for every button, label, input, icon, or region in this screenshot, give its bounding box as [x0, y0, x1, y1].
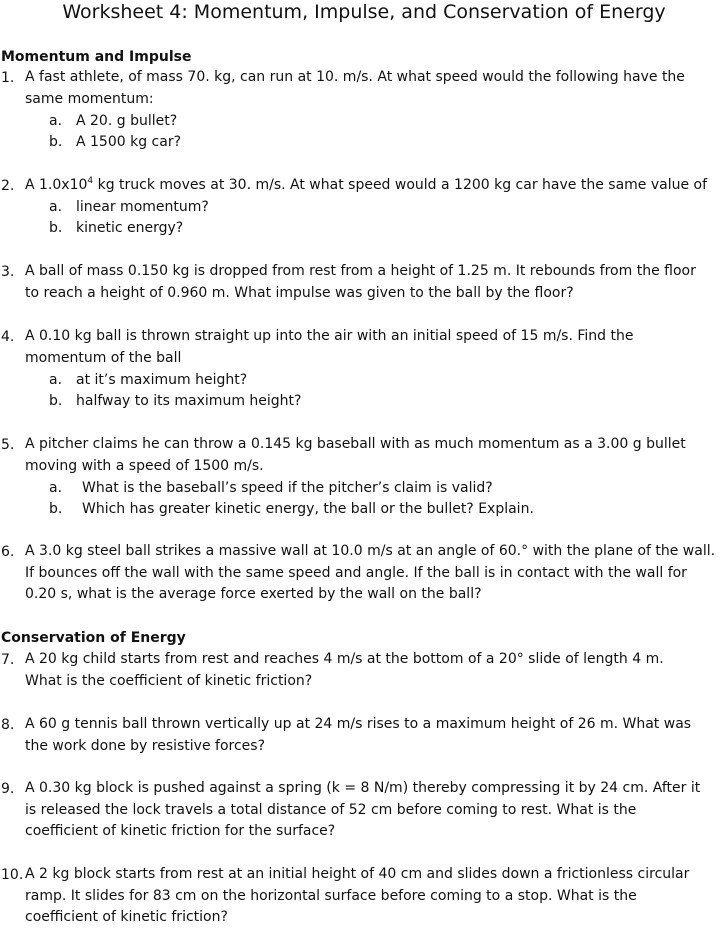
question-3-text: A ball of mass 0.150 kg is dropped from rest from a height of 1.25 m. It rebounds from the floor to reach a height of 0.960 m. What impulse was given to the ball by the floor?: [25, 263, 696, 301]
question-5b-letter: b.: [49, 501, 63, 517]
question-4a-text: at it’s maximum height?: [76, 372, 248, 388]
question-5b-text: Which has greater kinetic energy, the ball or the bullet? Explain.: [82, 501, 534, 517]
question-4-text: A 0.10 kg ball is thrown straight up into the air with an initial speed of 15 m/s. Find the momentum of the ball: [25, 328, 634, 366]
question-2a-letter: a.: [49, 199, 63, 215]
question-10-number: 10.: [1, 867, 24, 883]
question-9-number: 9.: [1, 781, 15, 797]
question-1b-text: A 1500 kg car?: [76, 134, 182, 150]
section-heading-energy: Conservation of Energy: [1, 630, 186, 646]
question-2-text: [25, 175, 727, 197]
question-2b-text: kinetic energy?: [76, 220, 184, 236]
question-9-text: A 0.30 kg block is pushed against a spring (k = 8 N/m) thereby compressing it by 24 cm. After it is released the lock travels a total distance of 52 cm before coming to rest. What is the coefficient of kinetic friction for the surface?: [25, 780, 701, 839]
worksheet-title: Worksheet 4: Momentum, Impulse, and Conservation of Energy: [62, 1, 666, 23]
question-2-exponent: 4: [87, 176, 94, 186]
question-2-text-post: kg truck moves at 30. m/s. At what speed would a 1200 kg car have the same value of: [93, 177, 708, 193]
question-5-number: 5.: [1, 437, 15, 453]
question-7-text: A 20 kg child starts from rest and reaches 4 m/s at the bottom of a 20° slide of length 4 m. What is the coefficient of kinetic friction?: [25, 651, 664, 689]
question-4b-text: halfway to its maximum height?: [76, 393, 302, 409]
question-2-text-pre: A 1.0x10: [25, 177, 88, 193]
question-2b-letter: b.: [49, 220, 63, 236]
question-4b-letter: b.: [49, 393, 63, 409]
question-1b-letter: b.: [49, 134, 63, 150]
question-4a-letter: a.: [49, 372, 63, 388]
question-1a-letter: a.: [49, 113, 63, 129]
question-6-number: 6.: [1, 544, 15, 560]
question-8-text: A 60 g tennis ball thrown vertically up at 24 m/s rises to a maximum height of 26 m. What was the work done by resistive forces?: [25, 716, 692, 754]
question-1-text: A fast athlete, of mass 70. kg, can run at 10. m/s. At what speed would the following have the same momentum:: [25, 69, 685, 107]
question-2a-text: linear momentum?: [76, 199, 209, 215]
question-6-text: A 3.0 kg steel ball strikes a massive wall at 10.0 m/s at an angle of 60.° with the plane of the wall. If bounces off the wall with the same speed and angle. If the ball is in contact with the wall for 0.20 s, what is the average force exerted by the wall on the ball?: [25, 543, 716, 602]
section-heading-momentum: Momentum and Impulse: [1, 49, 192, 65]
question-10-text: A 2 kg block starts from rest at an initial height of 40 cm and slides down a frictionless circular ramp. It slides for 83 cm on the horizontal surface before coming to a stop. What is the coefficient of kinetic friction?: [25, 866, 690, 925]
question-3-number: 3.: [1, 264, 15, 280]
question-5a-letter: a.: [49, 480, 63, 496]
question-7-number: 7.: [1, 652, 15, 668]
question-5a-text: What is the baseball’s speed if the pitcher’s claim is valid?: [82, 480, 493, 496]
question-5-text: A pitcher claims he can throw a 0.145 kg baseball with as much momentum as a 3.00 g bullet moving with a speed of 1500 m/s.: [25, 436, 686, 474]
question-4-number: 4.: [1, 329, 15, 345]
question-1a-text: A 20. g bullet?: [76, 113, 178, 129]
question-8-number: 8.: [1, 717, 15, 733]
question-2-number: 2.: [1, 178, 15, 194]
question-1-number: 1.: [1, 70, 15, 86]
